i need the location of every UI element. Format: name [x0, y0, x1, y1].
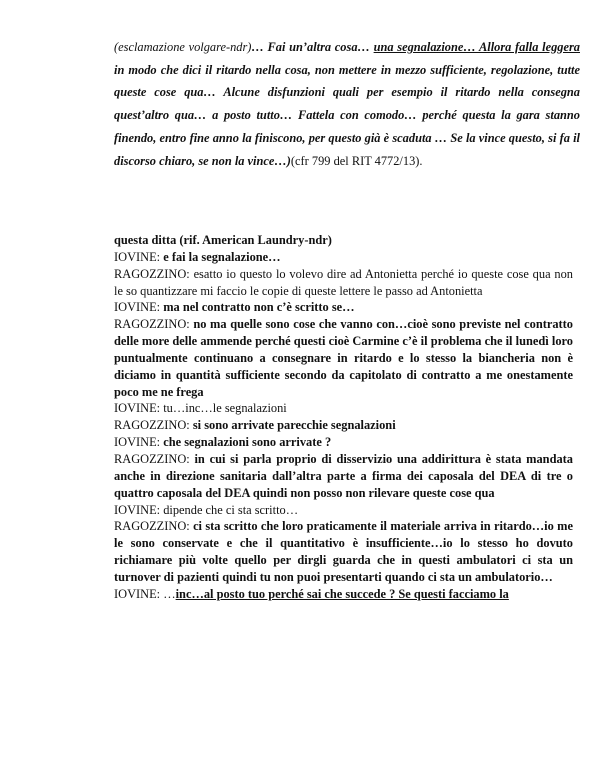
transcript-line	[114, 266, 573, 300]
speaker-label: IOVINE:	[114, 435, 161, 450]
speaker-label: RAGOZZINO:	[114, 317, 190, 332]
transcript-line	[114, 518, 573, 585]
transcript-text: no ma quelle sono cose che vanno con…cioè sono previste nel contratto delle more delle ammende perché questi cioè Carmine c’è il problema che il lunedì loro puntualmente continuano a consegnare in ritardo e lo stesso la biancheria non è diciamo in quantità sufficiente secondo da capitolato di contratto a me onestamente poco me ne frega	[114, 317, 573, 399]
quote-bold-text: … Fai un’altra cosa…	[251, 40, 374, 54]
wiretap-transcript	[114, 232, 573, 603]
transcript-line	[114, 586, 573, 603]
quote-editor-note: (esclamazione volgare-ndr)	[114, 40, 252, 54]
speaker-label: IOVINE:	[114, 401, 161, 416]
transcript-text: dipende che ci sta scritto…	[163, 502, 299, 517]
speaker-label: RAGOZZINO:	[114, 418, 190, 433]
transcript-line	[114, 451, 573, 502]
transcript-text: e fai la segnalazione…	[163, 249, 281, 264]
transcript-text: ma nel contratto non c’è scritto se…	[163, 300, 355, 315]
transcript-text: questa ditta (rif. American Laundry-ndr)	[114, 233, 332, 247]
transcript-line	[114, 400, 573, 417]
speaker-label: RAGOZZINO:	[114, 451, 190, 466]
quote-body-text: in modo che dici il ritardo nella cosa, non mettere in mezzo sufficiente, regolazione, tutte queste cose qua… Alcune disfunzioni quali per esempio il ritardo nella consegna quest’altro qua… a posto tutto… Fattela con comodo… perché questa la gara stanno finendo, entro fine anno la finiscono, per questo già è scaduta … Se la vince questo, si fa il discorso chiaro, se non la vince…)	[114, 62, 580, 168]
transcript-line	[114, 502, 573, 519]
speaker-label: IOVINE:	[114, 300, 161, 315]
citation-reference: (cfr 799 del RIT 4772/13).	[290, 153, 423, 168]
speaker-label: RAGOZZINO:	[114, 519, 190, 534]
transcript-text: inc…al posto tuo perché sai che succede ? Se questi facciamo la	[175, 586, 509, 601]
ellipsis: …	[163, 586, 176, 601]
transcript-text: esatto io questo lo volevo dire ad Antonietta perché io queste cose qua non le so quantizzare mi faccio le copie di queste lettere le passo ad Antonietta	[114, 266, 573, 298]
transcript-line	[114, 434, 573, 451]
transcript-text: si sono arrivate parecchie segnalazioni	[192, 418, 396, 433]
quoted-excerpt	[114, 36, 580, 172]
speaker-label: RAGOZZINO:	[114, 266, 190, 281]
speaker-label: IOVINE:	[114, 249, 161, 264]
transcript-text: in cui si parla proprio di disservizio una addirittura è stata mandata anche in direzione sanitaria dall’altra parte a firma dei caposala del DEA di tre o quattro caposala del DEA quindi non posso non rilevare queste cose qua	[114, 451, 573, 500]
transcript-text: ci sta scritto che loro praticamente il materiale arriva in ritardo…io me le sono conservate e che il quantitativo è insufficiente…io lo stesso ho dovuto richiamare più volte quello per dirgli guarda che in questi ambulatori ci sta un turnover di pazienti quindi tu non puoi presentarti quando ci sta un ambulatorio…	[114, 519, 573, 584]
speaker-label: IOVINE:	[114, 586, 161, 601]
transcript-line	[114, 299, 573, 316]
transcript-text: tu…inc…le segnalazioni	[163, 401, 287, 416]
transcript-line	[114, 249, 573, 266]
transcript-line	[114, 316, 573, 400]
transcript-line	[114, 417, 573, 434]
transcript-line	[114, 232, 573, 249]
transcript-text: che segnalazioni sono arrivate ?	[163, 435, 332, 450]
speaker-label: IOVINE:	[114, 502, 161, 517]
quote-underlined-text: una segnalazione… Allora falla leggera	[373, 40, 580, 54]
